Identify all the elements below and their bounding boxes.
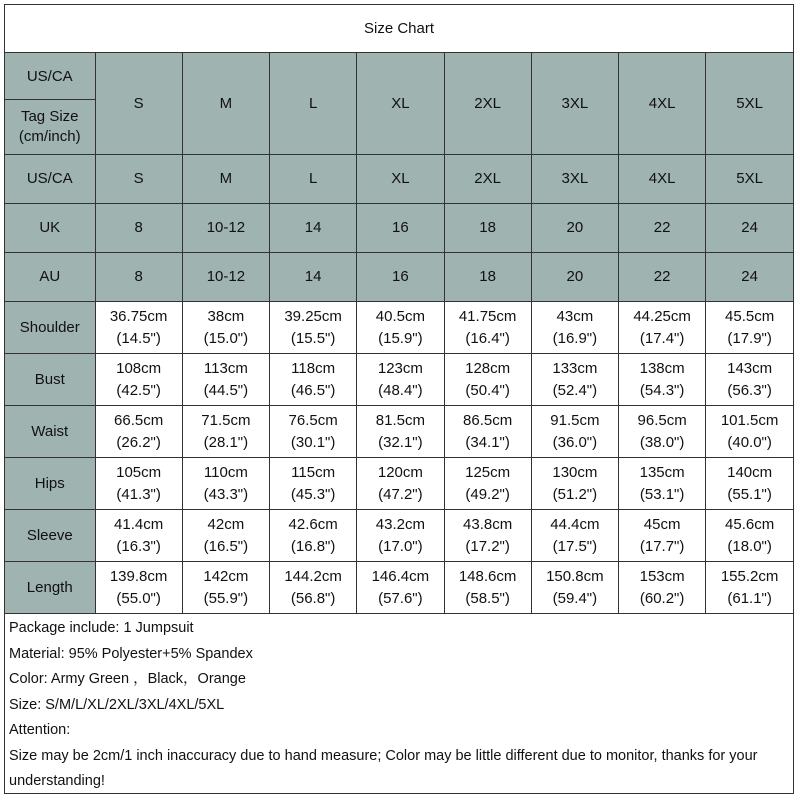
measure-inch: (28.1") <box>203 433 249 451</box>
note-line: Attention: <box>9 722 71 738</box>
measure-row-label: Shoulder <box>5 302 95 354</box>
measure-cell <box>95 510 182 562</box>
measure-cm: 81.5cm <box>375 411 425 429</box>
measure-inch: (30.1") <box>290 433 336 451</box>
size-cell: 16 <box>357 253 444 302</box>
measure-cell <box>95 458 182 510</box>
size-cell: 8 <box>95 204 182 253</box>
measure-inch: (53.1") <box>639 485 685 503</box>
measure-cm: 40.5cm <box>375 307 425 325</box>
measure-cm: 123cm <box>377 359 423 377</box>
measure-inch: (26.2") <box>116 433 161 451</box>
tag-size-cell: XL <box>357 53 444 155</box>
measure-cell <box>706 302 793 354</box>
measure-cm: 66.5cm <box>114 411 164 429</box>
measure-cell <box>619 302 706 354</box>
size-cell: 10-12 <box>182 253 269 302</box>
measure-inch: (55.9") <box>203 589 249 607</box>
measure-inch: (38.0") <box>639 433 685 451</box>
measure-inch: (61.1") <box>727 589 772 607</box>
measure-cell <box>270 562 357 614</box>
measure-cell <box>444 406 531 458</box>
note-line: Size: S/M/L/XL/2XL/3XL/4XL/5XL <box>9 696 225 713</box>
measure-cm: 43cm <box>556 307 594 325</box>
measure-row <box>5 562 793 614</box>
size-cell: 24 <box>706 204 793 253</box>
measure-cell <box>444 458 531 510</box>
measure-cm: 130cm <box>552 463 598 481</box>
measure-cm: 133cm <box>552 359 598 377</box>
measure-cm: 155.2cm <box>720 567 779 585</box>
measure-cell <box>182 458 269 510</box>
measure-cell <box>270 302 357 354</box>
measure-cm: 43.2cm <box>375 515 425 533</box>
measure-inch: (48.4") <box>378 381 423 399</box>
size-cell: S <box>95 155 182 204</box>
size-row-label: AU <box>5 253 95 302</box>
measure-cm: 113cm <box>203 359 248 377</box>
measure-inch: (57.6") <box>378 589 423 607</box>
measure-cell <box>270 406 357 458</box>
measure-cell <box>531 354 618 406</box>
measure-cell <box>619 562 706 614</box>
measure-cm: 42.6cm <box>288 515 338 533</box>
measure-inch: (16.3") <box>116 537 161 555</box>
measure-inch: (17.9") <box>727 329 772 347</box>
measure-inch: (14.5") <box>116 329 161 347</box>
measure-inch: (16.4") <box>465 329 510 347</box>
measure-inch: (46.5") <box>290 381 336 399</box>
measure-inch: (56.3") <box>727 381 772 399</box>
measure-inch: (41.3") <box>116 485 161 503</box>
size-chart-frame <box>4 4 794 794</box>
measure-inch: (60.2") <box>639 589 685 607</box>
measure-cm: 105cm <box>116 463 162 481</box>
measure-cell <box>357 302 444 354</box>
size-cell: L <box>270 155 357 204</box>
measure-cell <box>357 562 444 614</box>
measure-inch: (55.1") <box>727 485 772 503</box>
measure-cm: 150.8cm <box>546 567 604 585</box>
measure-cm: 45.6cm <box>725 515 775 533</box>
measure-cell <box>619 458 706 510</box>
note-line: Material: 95% Polyester+5% Spandex <box>9 645 253 662</box>
measure-cell <box>357 406 444 458</box>
measure-cm: 148.6cm <box>458 567 517 585</box>
measure-cell <box>706 510 793 562</box>
size-cell: 4XL <box>619 155 706 204</box>
measure-row-label: Sleeve <box>5 510 95 562</box>
measure-cm: 115cm <box>291 463 336 481</box>
measure-cm: 71.5cm <box>201 411 251 429</box>
measure-row <box>5 406 793 458</box>
tag-size-header-stack <box>5 53 95 154</box>
size-chart-table <box>5 53 793 614</box>
tag-size-cell: 4XL <box>619 53 706 155</box>
size-cell: XL <box>357 155 444 204</box>
tag-size-header-label <box>5 100 95 154</box>
measure-inch: (55.0") <box>116 589 161 607</box>
measure-cm: 86.5cm <box>463 411 513 429</box>
measure-cm: 108cm <box>116 359 162 377</box>
measure-inch: (34.1") <box>465 433 510 451</box>
measure-cm: 138cm <box>639 359 685 377</box>
size-row-label: US/CA <box>5 155 95 204</box>
measure-cell <box>270 458 357 510</box>
measure-cm: 142cm <box>203 567 249 585</box>
tag-size-unit-label: (cm/inch) <box>18 128 81 145</box>
size-row-label: UK <box>5 204 95 253</box>
measure-cell <box>444 354 531 406</box>
measure-cm: 118cm <box>291 359 336 377</box>
measure-cell <box>270 510 357 562</box>
measure-cm: 44.4cm <box>550 515 600 533</box>
size-cell: 8 <box>95 253 182 302</box>
measure-row-label: Length <box>5 562 95 614</box>
size-cell: M <box>182 155 269 204</box>
measure-row-label: Waist <box>5 406 95 458</box>
measure-cm: 38cm <box>207 307 245 325</box>
measure-inch: (16.5") <box>203 537 249 555</box>
note-line: Color: Army Green ，Black，Orange <box>9 671 246 687</box>
size-cell: 22 <box>619 253 706 302</box>
measure-row <box>5 302 793 354</box>
measure-cell <box>95 562 182 614</box>
measure-inch: (32.1") <box>378 433 423 451</box>
size-cell: 3XL <box>531 155 618 204</box>
measure-cm: 42cm <box>207 515 245 533</box>
measure-row <box>5 458 793 510</box>
size-row <box>5 204 793 253</box>
measure-inch: (17.2") <box>465 537 510 555</box>
measure-inch: (42.5") <box>116 381 161 399</box>
chart-title: Size Chart <box>5 5 793 53</box>
measure-inch: (16.9") <box>552 329 598 347</box>
measure-cm: 128cm <box>465 359 511 377</box>
measure-cm: 101.5cm <box>720 411 779 429</box>
tag-size-cell: 5XL <box>706 53 793 155</box>
size-cell: 10-12 <box>182 204 269 253</box>
measure-cm: 139.8cm <box>109 567 168 585</box>
measure-inch: (43.3") <box>203 485 249 503</box>
tag-size-header-cell <box>5 53 95 155</box>
size-cell: 20 <box>531 253 618 302</box>
measure-inch: (54.3") <box>639 381 685 399</box>
measure-cm: 144.2cm <box>284 567 342 585</box>
measure-inch: (40.0") <box>727 433 772 451</box>
measure-cell <box>619 354 706 406</box>
measure-cell <box>357 510 444 562</box>
measure-inch: (44.5") <box>203 381 249 399</box>
size-cell: 16 <box>357 204 444 253</box>
measure-inch: (18.0") <box>727 537 772 555</box>
measure-inch: (17.5") <box>552 537 598 555</box>
measure-cm: 76.5cm <box>288 411 338 429</box>
measure-cm: 44.25cm <box>633 307 691 325</box>
measure-cell <box>444 562 531 614</box>
size-cell: 20 <box>531 204 618 253</box>
measure-cell <box>531 562 618 614</box>
tag-size-cell: L <box>270 53 357 155</box>
size-cell: 24 <box>706 253 793 302</box>
measure-cell <box>95 302 182 354</box>
measure-cell <box>619 406 706 458</box>
measure-cm: 153cm <box>639 567 685 585</box>
measure-cell <box>706 458 793 510</box>
measure-row-label: Hips <box>5 458 95 510</box>
measure-cell <box>706 562 793 614</box>
measure-cell <box>357 354 444 406</box>
measure-cell <box>182 406 269 458</box>
tag-size-cell: M <box>182 53 269 155</box>
measure-cell <box>182 354 269 406</box>
size-row <box>5 253 793 302</box>
size-cell: 22 <box>619 204 706 253</box>
note-line: Size may be 2cm/1 inch inaccuracy due to hand measure; Color may be little different due to monitor, thanks for your understanding! <box>9 747 758 789</box>
measure-inch: (17.4") <box>639 329 685 347</box>
measure-inch: (51.2") <box>552 485 598 503</box>
size-cell: 2XL <box>444 155 531 204</box>
measure-inch: (17.7") <box>639 537 685 555</box>
measure-cm: 140cm <box>727 463 773 481</box>
measure-cm: 125cm <box>465 463 511 481</box>
measure-inch: (58.5") <box>465 589 510 607</box>
measure-inch: (15.5") <box>290 329 336 347</box>
measure-cm: 110cm <box>203 463 248 481</box>
measure-cm: 39.25cm <box>284 307 342 325</box>
size-cell: 18 <box>444 253 531 302</box>
measure-cm: 36.75cm <box>109 307 168 325</box>
measure-inch: (45.3") <box>290 485 336 503</box>
note-line: Package include: 1 Jumpsuit <box>9 620 194 636</box>
measure-row-label: Bust <box>5 354 95 406</box>
measure-row <box>5 354 793 406</box>
measure-cm: 91.5cm <box>550 411 600 429</box>
measure-inch: (49.2") <box>465 485 510 503</box>
measure-cell <box>182 562 269 614</box>
measure-cm: 96.5cm <box>637 411 687 429</box>
measure-cell <box>531 458 618 510</box>
tag-size-cell: 2XL <box>444 53 531 155</box>
measure-cell <box>270 354 357 406</box>
tag-size-cell: 3XL <box>531 53 618 155</box>
size-cell: 14 <box>270 253 357 302</box>
measure-inch: (15.9") <box>378 329 423 347</box>
measure-inch: (52.4") <box>552 381 598 399</box>
measure-inch: (56.8") <box>290 589 336 607</box>
tag-size-label: Tag Size <box>20 108 79 125</box>
measure-inch: (50.4") <box>465 381 510 399</box>
measure-cm: 45.5cm <box>725 307 775 325</box>
measure-cell <box>531 302 618 354</box>
size-row <box>5 155 793 204</box>
measure-cm: 43.8cm <box>463 515 513 533</box>
measure-inch: (17.0") <box>378 537 423 555</box>
measure-cell <box>95 406 182 458</box>
measure-cell <box>95 354 182 406</box>
size-cell: 5XL <box>706 155 793 204</box>
measure-cell <box>182 510 269 562</box>
size-cell: 14 <box>270 204 357 253</box>
measure-cell <box>182 302 269 354</box>
size-cell: 18 <box>444 204 531 253</box>
measure-cell <box>706 354 793 406</box>
measure-cell <box>531 510 618 562</box>
measure-cm: 146.4cm <box>371 567 430 585</box>
measure-cell <box>444 302 531 354</box>
tag-size-row <box>5 53 793 155</box>
measure-cm: 41.75cm <box>458 307 517 325</box>
us-ca-header-label: US/CA <box>5 53 95 100</box>
measure-cell <box>531 406 618 458</box>
tag-size-cell: S <box>95 53 182 155</box>
measure-cell <box>444 510 531 562</box>
measure-cell <box>619 510 706 562</box>
measure-cell <box>357 458 444 510</box>
measure-cell <box>706 406 793 458</box>
measure-cm: 143cm <box>727 359 773 377</box>
measure-row <box>5 510 793 562</box>
measure-inch: (47.2") <box>378 485 423 503</box>
measure-inch: (59.4") <box>552 589 598 607</box>
measure-cm: 135cm <box>639 463 685 481</box>
measure-cm: 41.4cm <box>114 515 164 533</box>
measure-inch: (15.0") <box>203 329 249 347</box>
measure-inch: (16.8") <box>290 537 336 555</box>
product-notes <box>5 614 793 795</box>
measure-inch: (36.0") <box>552 433 598 451</box>
measure-cm: 45cm <box>643 515 681 533</box>
measure-cm: 120cm <box>377 463 423 481</box>
